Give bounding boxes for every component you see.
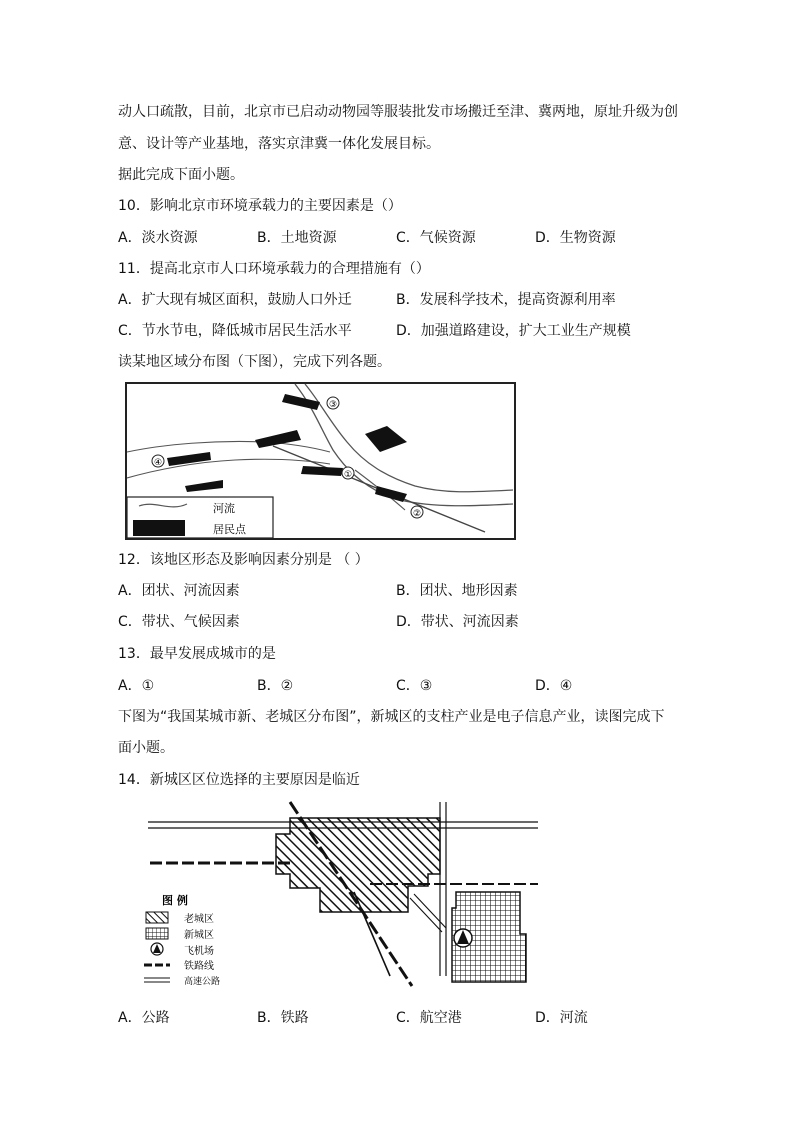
q10-option-b[interactable]: B．土地资源 bbox=[257, 230, 337, 246]
map2-intro-line-1: 下图为“我国某城市新、老城区分布图”，新城区的支柱产业是电子信息产业，读图完成下 bbox=[118, 709, 665, 725]
q10-stem: 10．影响北京市环境承载力的主要因素是（） bbox=[118, 198, 402, 214]
marker-2: ② bbox=[412, 509, 422, 519]
q14-option-b[interactable]: B．铁路 bbox=[257, 1010, 309, 1026]
q12-option-d[interactable]: D．带状、河流因素 bbox=[396, 614, 519, 630]
q12-option-b[interactable]: B．团状、地形因素 bbox=[396, 583, 518, 599]
legend-railway: 铁路线 bbox=[184, 961, 214, 972]
q13-option-b[interactable]: B．② bbox=[257, 678, 294, 694]
q10-option-c[interactable]: C．气候资源 bbox=[396, 230, 476, 246]
legend-highway: 高速公路 bbox=[184, 977, 221, 987]
legend-new-district: 新城区 bbox=[184, 930, 214, 941]
legend-title: 图 例 bbox=[162, 894, 188, 907]
legend-old-district: 老城区 bbox=[184, 914, 214, 925]
q12-option-a[interactable]: A．团状、河流因素 bbox=[118, 583, 240, 599]
marker-3: ③ bbox=[328, 400, 338, 410]
map2-intro-line-2: 面小题。 bbox=[118, 740, 174, 756]
marker-4: ④ bbox=[153, 458, 163, 468]
q10-option-a[interactable]: A．淡水资源 bbox=[118, 230, 198, 246]
city-districts-map bbox=[140, 800, 542, 992]
region-distribution-map bbox=[125, 382, 516, 540]
q13-stem: 13．最早发展成城市的是 bbox=[118, 646, 276, 662]
q12-option-c[interactable]: C．带状、气候因素 bbox=[118, 614, 240, 630]
q11-option-c[interactable]: C．节水节电，降低城市居民生活水平 bbox=[118, 323, 352, 339]
legend-airport: 飞机场 bbox=[184, 946, 214, 957]
q12-stem: 12．该地区形态及影响因素分别是 （ ） bbox=[118, 552, 369, 568]
q13-option-c[interactable]: C．③ bbox=[396, 678, 433, 694]
q11-stem: 11．提高北京市人口环境承载力的合理措施有（） bbox=[118, 261, 430, 277]
q13-option-a[interactable]: A．① bbox=[118, 678, 155, 694]
map1-intro: 读某地区域分布图（下图），完成下列各题。 bbox=[118, 354, 391, 370]
q10-option-d[interactable]: D．生物资源 bbox=[535, 230, 616, 246]
q14-option-c[interactable]: C．航空港 bbox=[396, 1010, 462, 1026]
q14-stem: 14．新城区区位选择的主要原因是临近 bbox=[118, 772, 360, 788]
marker-1: ① bbox=[343, 470, 353, 480]
q11-option-b[interactable]: B．发展科学技术，提高资源利用率 bbox=[396, 292, 616, 308]
q14-option-a[interactable]: A．公路 bbox=[118, 1010, 170, 1026]
intro-line-3: 据此完成下面小题。 bbox=[118, 167, 244, 183]
q13-option-d[interactable]: D．④ bbox=[535, 678, 573, 694]
intro-line-1: 动人口疏散，目前，北京市已启动动物园等服装批发市场搬迁至津、冀两地，原址升级为创 bbox=[118, 104, 678, 120]
legend-settlement: 居民点 bbox=[213, 523, 246, 536]
q14-option-d[interactable]: D．河流 bbox=[535, 1010, 588, 1026]
q11-option-d[interactable]: D．加强道路建设，扩大工业生产规模 bbox=[396, 323, 631, 339]
legend-river: 河流 bbox=[213, 502, 235, 515]
intro-line-2: 意、设计等产业基地，落实京津冀一体化发展目标。 bbox=[118, 136, 440, 152]
q11-option-a[interactable]: A．扩大现有城区面积，鼓励人口外迁 bbox=[118, 292, 352, 308]
